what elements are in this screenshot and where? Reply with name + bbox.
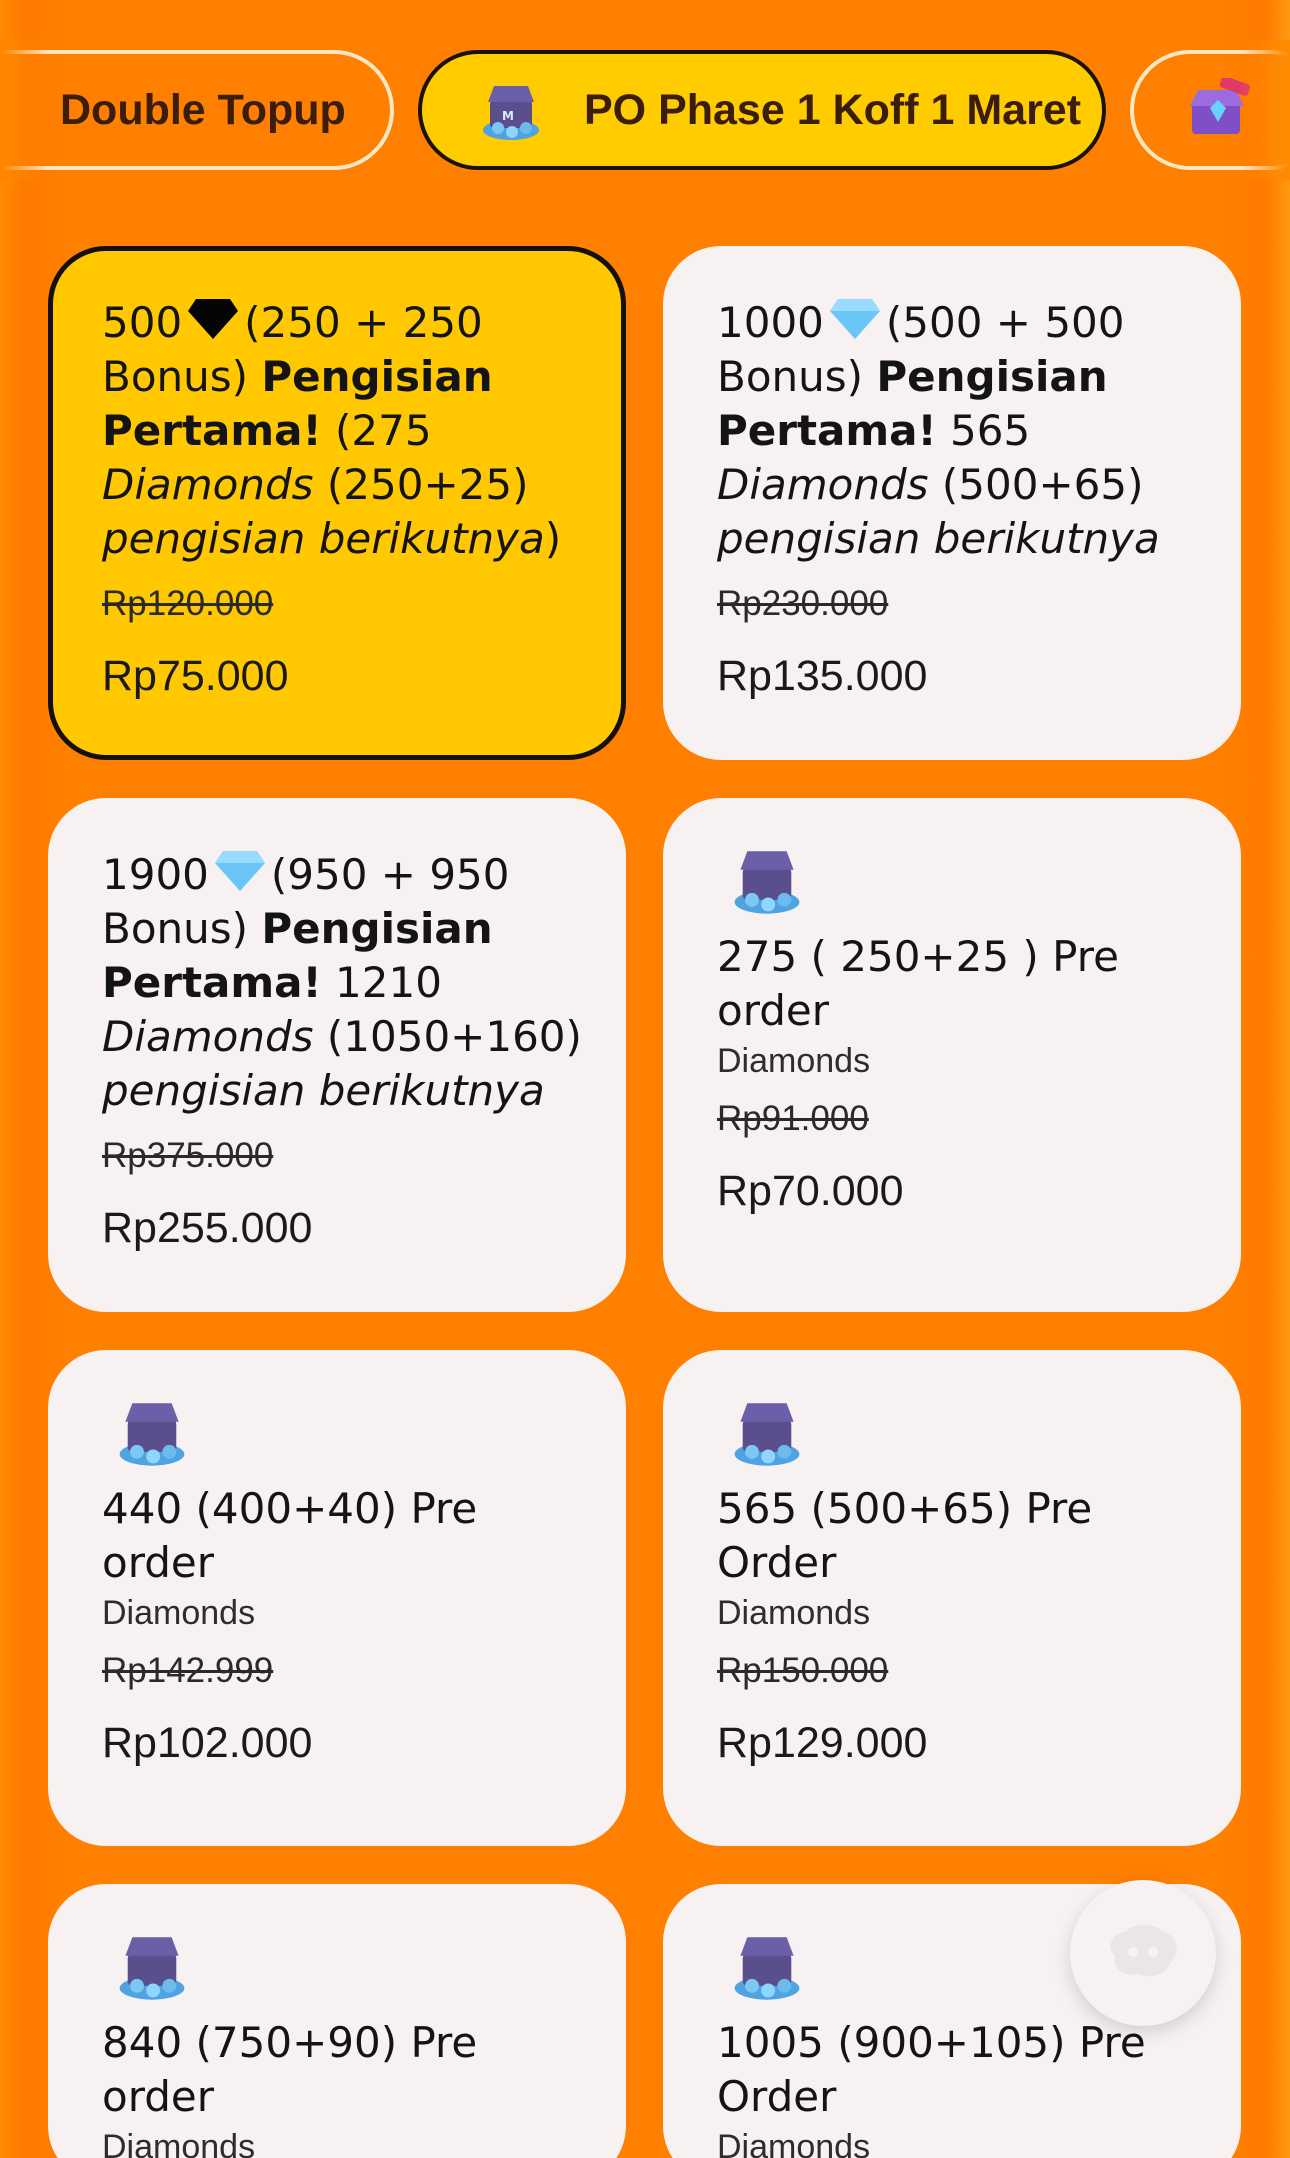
original-price: Rp120.000 xyxy=(102,584,274,623)
diamond-chest-icon xyxy=(727,1394,807,1468)
product-title: 500 (250 + 250 Bonus) Pengisian Pertama! (275 Diamonds (250+25) pengisian berikutnya) xyxy=(102,298,562,563)
category-tabs xyxy=(0,0,1290,220)
product-card[interactable] xyxy=(48,798,626,1312)
original-price: Rp230.000 xyxy=(717,584,889,623)
product-card[interactable] xyxy=(663,246,1241,760)
product-title: 840 (750+90) Pre order xyxy=(102,2018,478,2121)
original-price: Rp150.000 xyxy=(717,1651,889,1690)
price: Rp255.000 xyxy=(102,1204,313,1252)
tab-label: Double Topup xyxy=(60,85,346,134)
product-unit: Diamonds xyxy=(102,1594,256,1632)
svg-text:M: M xyxy=(502,109,514,123)
tab-double-topup[interactable] xyxy=(0,50,394,170)
diamond-icon xyxy=(186,297,240,341)
product-card[interactable] xyxy=(48,1350,626,1846)
tabs-fade-left xyxy=(0,40,50,180)
diamond-chest-icon xyxy=(727,1928,807,2002)
price: Rp70.000 xyxy=(717,1167,904,1215)
product-card[interactable] xyxy=(663,798,1241,1312)
tab-label: PO Phase 1 Koff 1 Maret xyxy=(584,85,1082,134)
product-card[interactable] xyxy=(48,246,626,760)
product-title: 1900 (950 + 950 Bonus) Pengisian Pertama! 1210 Diamonds (1050+160) pengisian berikutnya xyxy=(102,850,582,1115)
price: Rp129.000 xyxy=(717,1719,928,1767)
product-unit: Diamonds xyxy=(717,1594,871,1632)
product-title: 440 (400+40) Pre order xyxy=(102,1484,478,1587)
tabs-fade-right xyxy=(1240,40,1290,180)
diamond-chest-icon xyxy=(727,842,807,916)
price: Rp75.000 xyxy=(102,652,289,700)
product-unit: Diamonds xyxy=(717,2128,871,2158)
chat-button[interactable] xyxy=(1070,1880,1216,2026)
diamond-icon xyxy=(213,849,267,893)
original-price: Rp375.000 xyxy=(102,1136,274,1175)
product-card[interactable] xyxy=(48,1884,626,2158)
product-title: 1000 (500 + 500 Bonus) Pengisian Pertama! 565 Diamonds (500+65) pengisian berikutnya xyxy=(717,298,1160,563)
price: Rp135.000 xyxy=(717,652,928,700)
tab-po-phase-1[interactable] xyxy=(418,50,1106,170)
product-unit: Diamonds xyxy=(717,1042,871,1080)
diamond-chest-icon xyxy=(112,1394,192,1468)
product-title: 1005 (900+105) Pre Order xyxy=(717,2018,1146,2121)
product-card[interactable] xyxy=(663,1350,1241,1846)
original-price: Rp142.999 xyxy=(102,1651,274,1690)
diamond-icon xyxy=(828,297,882,341)
diamond-chest-icon xyxy=(478,78,544,142)
product-unit: Diamonds xyxy=(102,2128,256,2158)
product-title: 565 (500+65) Pre Order xyxy=(717,1484,1093,1587)
diamond-chest-icon xyxy=(112,1928,192,2002)
chat-icon xyxy=(1103,1918,1183,1988)
original-price: Rp91.000 xyxy=(717,1099,869,1138)
product-title: 275 ( 250+25 ) Pre order xyxy=(717,932,1119,1035)
price: Rp102.000 xyxy=(102,1719,313,1767)
